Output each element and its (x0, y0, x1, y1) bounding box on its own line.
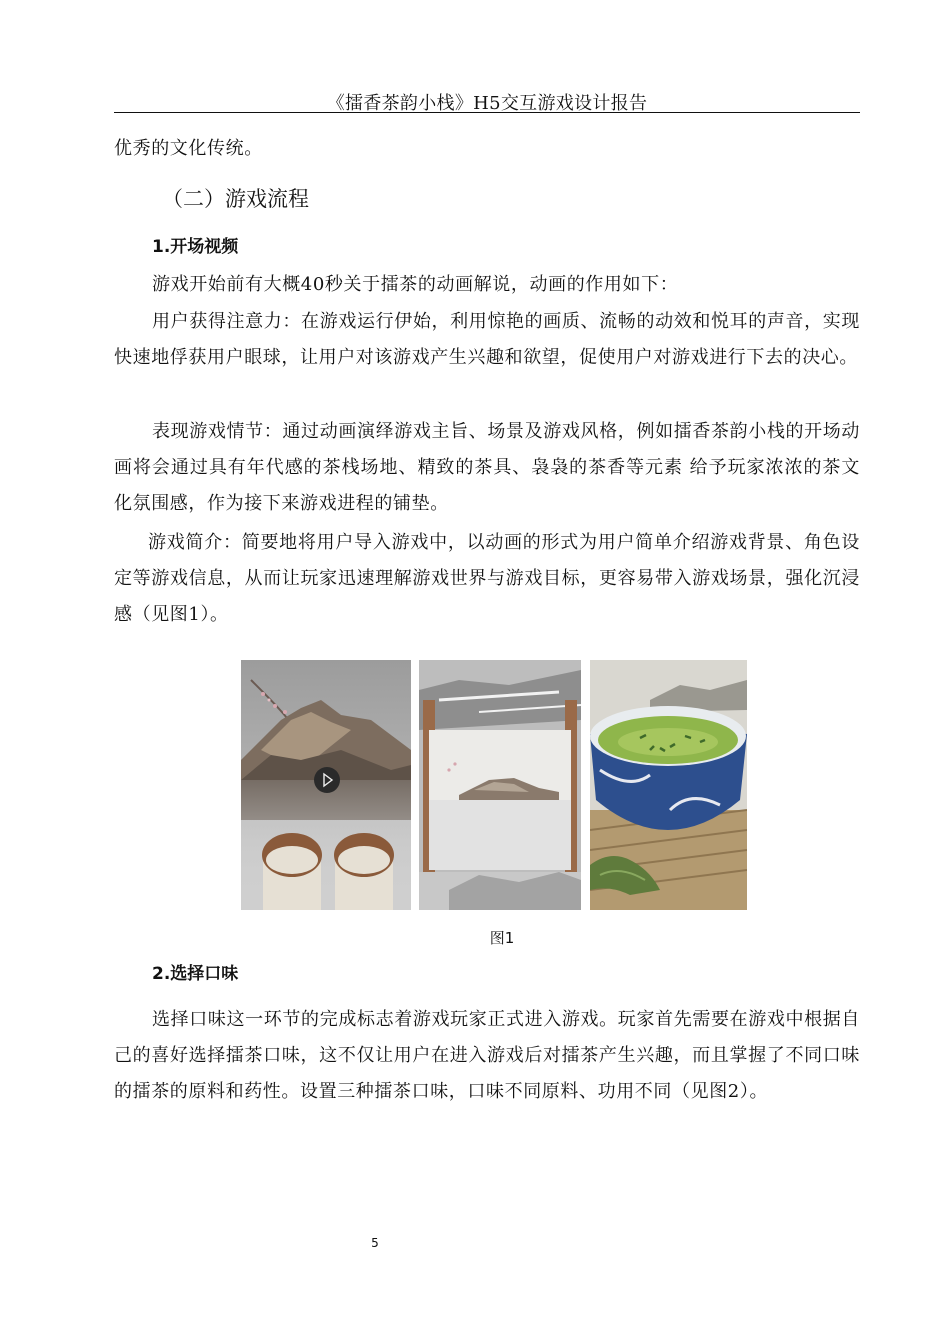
paragraph-flavor: 选择口味这一环节的完成标志着游戏玩家正式进入游戏。玩家首先需要在游戏中根据自己的喜好选择擂茶口味，这不仅让用户在进入游戏后对擂茶产生兴趣，而且掌握了不同口味的擂茶的原料和药性。设置三种擂茶口味，口味不同原料、功用不同（见图2）。 (114, 1009, 860, 1102)
page-number: 5 (371, 1236, 379, 1250)
subheading-opening-video: 1.开场视频 (152, 237, 239, 257)
figure-image-tea-bowl (590, 660, 747, 910)
section-heading: （二）游戏流程 (162, 187, 309, 211)
paragraph-attention: 用户获得注意力：在游戏运行伊始，利用惊艳的画质、流畅的动效和悦耳的声音，实现快速地俘获用户眼球，让用户对该游戏产生兴趣和欲望，促使用户对游戏进行下去的决心。 (114, 311, 860, 368)
header-rule (114, 112, 860, 113)
subheading-choose-flavor: 2.选择口味 (152, 964, 239, 984)
paragraph-overview: 游戏简介：简要地将用户导入游戏中，以动画的形式为用户简单介绍游戏背景、角色设定等游戏信息，从而让玩家迅速理解游戏世界与游戏目标，更容易带入游戏场景，强化沉浸感（见图1）。 (114, 532, 860, 625)
paragraph-plot: 表现游戏情节：通过动画演绎游戏主旨、场景及游戏风格，例如擂香茶韵小栈的开场动画将会通过具有年代感的茶栈场地、精致的茶具、袅袅的茶香等元素 给予玩家浓浓的茶文化氛围感，作为接下来游戏进程的铺垫。 (114, 421, 860, 514)
figure-image-scroll-painting (419, 660, 581, 910)
figure-caption: 图1 (489, 929, 515, 947)
figure-image-mountain-scene (241, 660, 411, 910)
paragraph-intro: 游戏开始前有大概40秒关于擂茶的动画解说，动画的作用如下： (152, 274, 679, 295)
play-icon (314, 767, 340, 793)
carry-over-text: 优秀的文化传统。 (114, 138, 263, 159)
running-header: 《擂香茶韵小栈》H5交互游戏设计报告 (326, 93, 648, 114)
